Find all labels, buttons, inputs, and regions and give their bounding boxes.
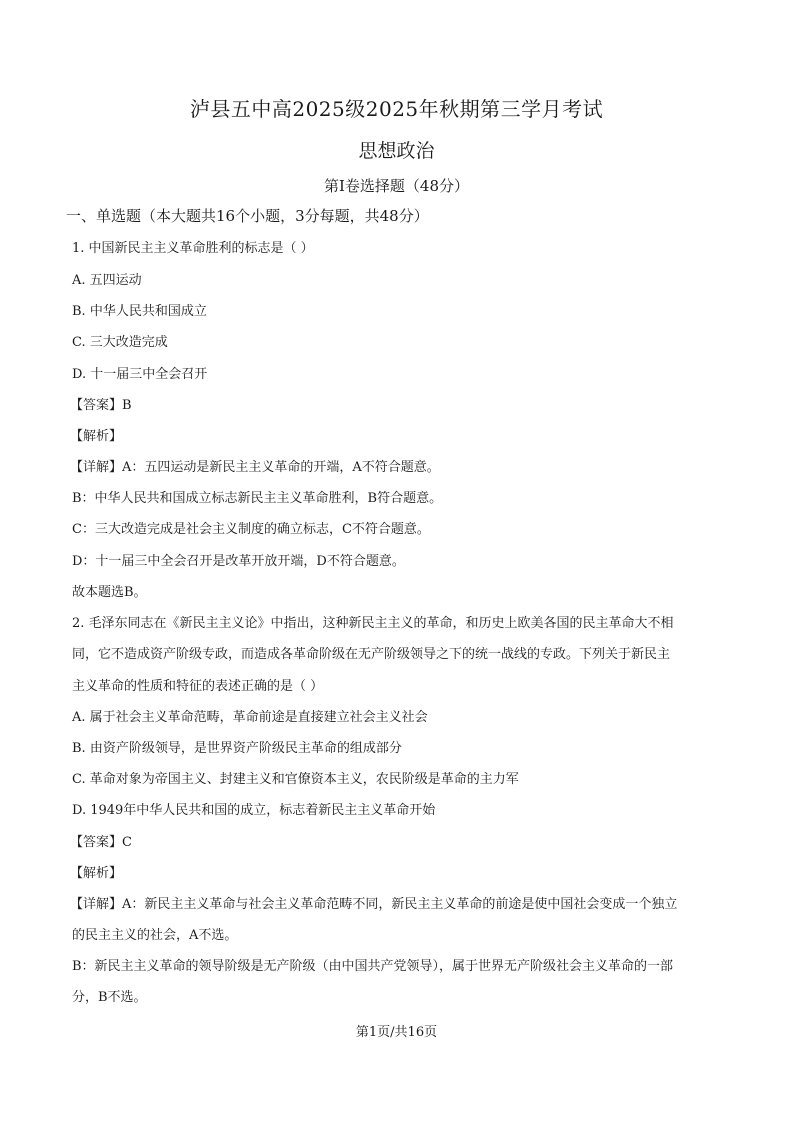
- q2-detail-b-line-1: B：新民主主义革命的领导阶级是无产阶级（由中国共产党领导），属于世界无产阶级社会主义革命的一部: [72, 959, 674, 974]
- q1-option-d: D. 十一届三中全会召开: [72, 367, 208, 382]
- q2-detail-a-line-1: 【详解】A：新民主主义革命与社会主义革命范畴不同，新民主主义革命的前途是使中国社会变成一个独立: [70, 897, 678, 912]
- q2-stem-line-2: 同，它不造成资产阶级专政，而造成各革命阶级在无产阶级领导之下的统一战线的专政。下列关于新民主: [72, 647, 671, 662]
- subject-title: 思想政治: [358, 140, 435, 162]
- q2-answer: 【答案】C: [70, 835, 132, 850]
- section-heading: 一、单选题（本大题共16个小题，3分每题，共48分）: [66, 207, 429, 225]
- q2-option-d: D. 1949年中华人民共和国的成立，标志着新民主主义革命开始: [72, 803, 436, 818]
- q1-option-c: C. 三大改造完成: [72, 335, 168, 350]
- q1-option-a: A. 五四运动: [72, 273, 142, 288]
- q2-option-b: B. 由资产阶级领导，是世界资产阶级民主革命的组成部分: [72, 741, 402, 756]
- volume-heading: 第Ⅰ卷选择题（48分）: [323, 177, 469, 195]
- q2-analysis-label: 【解析】: [70, 866, 123, 881]
- q1-option-b: B. 中华人民共和国成立: [72, 304, 207, 319]
- q2-option-c: C. 革命对象为帝国主义、封建主义和官僚资本主义，农民阶级是革命的主力军: [72, 772, 519, 787]
- q2-stem-line-1: 2. 毛泽东同志在《新民主主义论》中指出，这种新民主主义的革命，和历史上欧美各国的民主革命大不相: [72, 616, 674, 631]
- q1-conclusion: 故本题选B。: [72, 585, 147, 600]
- q1-answer: 【答案】B: [70, 398, 132, 413]
- q1-detail-b: B：中华人民共和国成立标志新民主主义革命胜利，B符合题意。: [72, 491, 443, 506]
- q1-analysis-label: 【解析】: [70, 429, 123, 444]
- q1-detail-c: C：三大改造完成是社会主义制度的确立标志，C不符合题意。: [72, 522, 430, 537]
- page-number: 第1页/共16页: [355, 1025, 438, 1040]
- q2-detail-a-line-2: 的民主主义的社会，A不选。: [72, 928, 238, 943]
- q1-detail-d: D：十一届三中全会召开是改革开放开端，D不符合题意。: [72, 554, 405, 569]
- q2-stem-line-3: 主义革命的性质和特征的表述正确的是（ ）: [72, 679, 324, 694]
- exam-title: 泸县五中高2025级2025年秋期第三学月考试: [189, 97, 604, 121]
- q2-detail-b-line-2: 分，B不选。: [72, 990, 147, 1005]
- q1-detail-a: 【详解】A：五四运动是新民主主义革命的开端，A不符合题意。: [70, 460, 440, 475]
- q1-stem: 1. 中国新民主主义革命胜利的标志是（ ）: [72, 241, 314, 256]
- q2-option-a: A. 属于社会主义革命范畴，革命前途是直接建立社会主义社会: [72, 710, 428, 725]
